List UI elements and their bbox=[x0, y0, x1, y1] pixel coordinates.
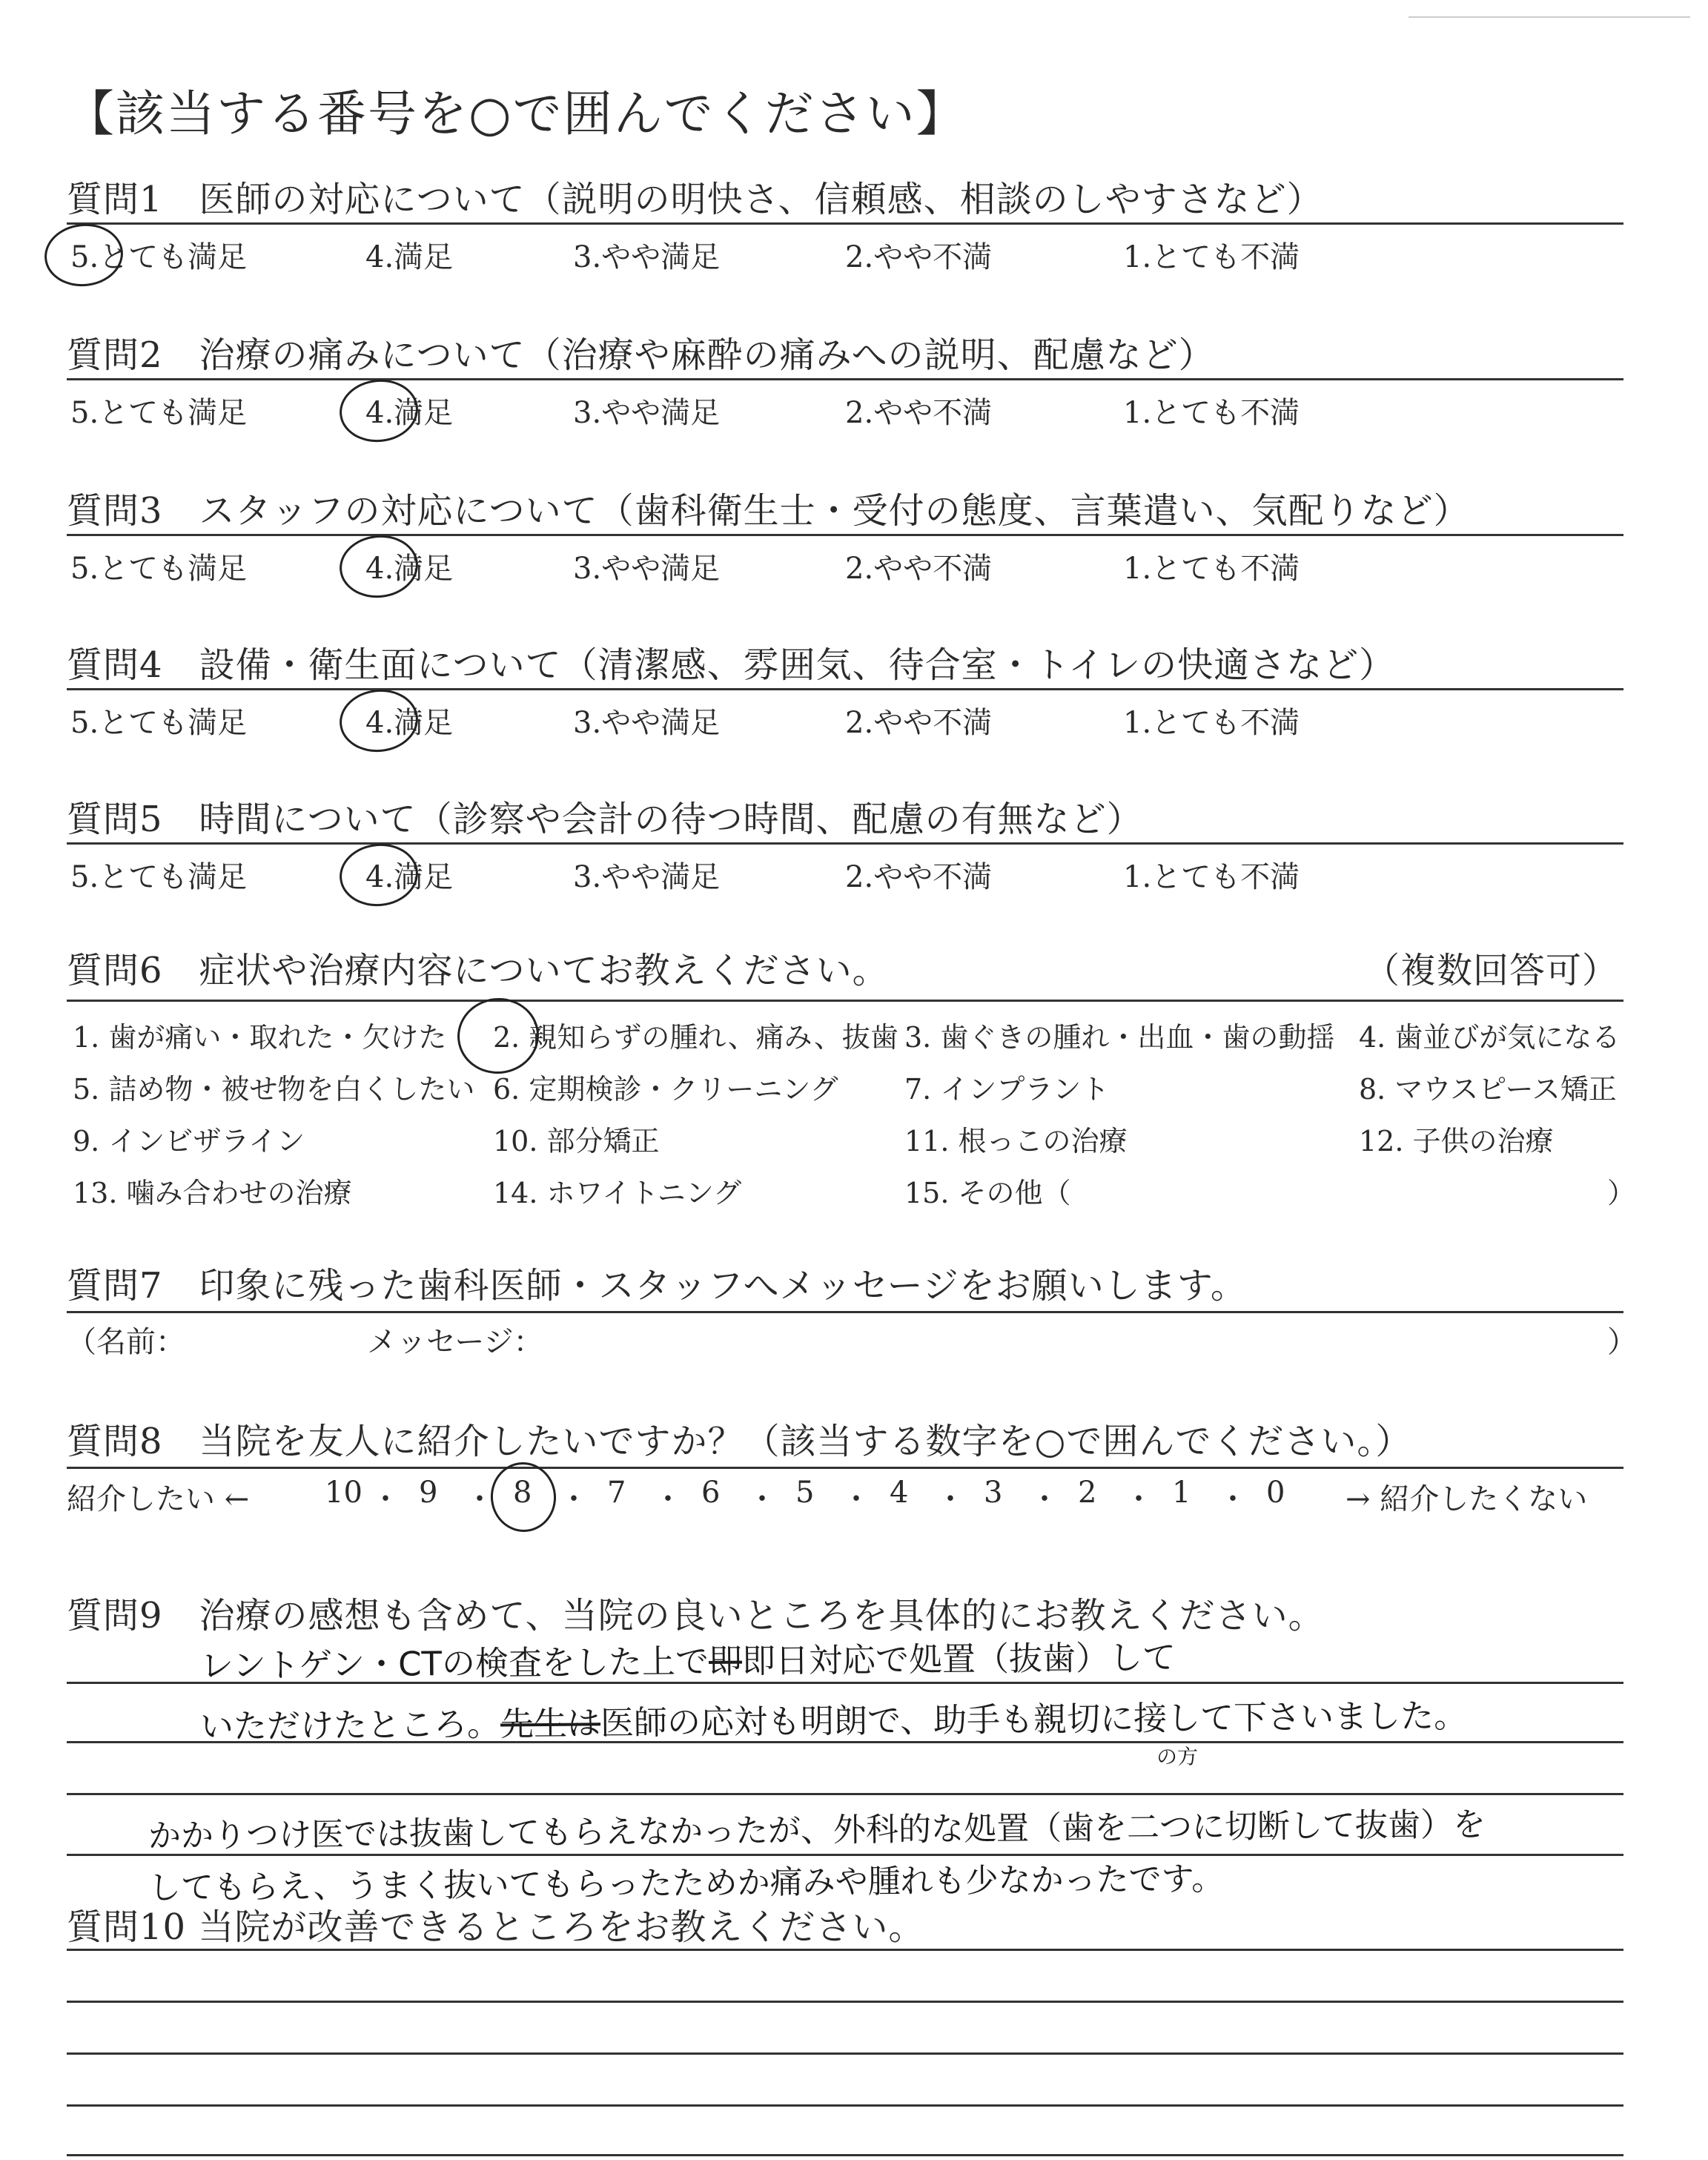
q1-option-4[interactable]: 4.満足 bbox=[365, 240, 454, 274]
q9-line1-text-a: レントゲン・CTの検査をした上で bbox=[199, 1642, 709, 1685]
q3-underline bbox=[67, 534, 1623, 536]
q5-title: 質問5 時間について（診察や会計の待つ時間、配慮の有無など） bbox=[67, 799, 1143, 840]
q7-message-label: メッセージ： bbox=[367, 1325, 543, 1359]
q9-line2-text-b: 医師の応対も明朗で、助手も親切に接して下さいました。 bbox=[600, 1696, 1468, 1743]
q10-line-4 bbox=[67, 2104, 1623, 2107]
q3-option-1[interactable]: 1.とても不満 bbox=[1123, 552, 1300, 586]
q1-option-3[interactable]: 3.やや満足 bbox=[573, 240, 721, 274]
q6-option-4[interactable]: 4. 歯並びが気になる bbox=[1359, 1021, 1621, 1054]
q8-scale-1[interactable]: 1 bbox=[1172, 1476, 1191, 1510]
q6-option-2[interactable]: 2. 親知らずの腫れ、痛み、抜歯 bbox=[493, 1021, 898, 1054]
q9-line1-text-b: 即日対応で処置（抜歯）して bbox=[741, 1637, 1176, 1681]
q9-answer-line-1 bbox=[200, 1631, 1176, 1687]
q6-option-11[interactable]: 11. 根っこの治療 bbox=[904, 1125, 1128, 1157]
q6-option-9[interactable]: 9. インビザライン bbox=[73, 1125, 305, 1157]
top-edge-line bbox=[1409, 16, 1690, 18]
q8-selected-circle bbox=[487, 1459, 559, 1536]
q8-scale-4[interactable]: 4 bbox=[890, 1476, 909, 1510]
q8-scale-separator: ・ bbox=[371, 1482, 400, 1516]
q7-close-paren: ） bbox=[1607, 1325, 1637, 1359]
q5-option-5[interactable]: 5.とても満足 bbox=[70, 860, 248, 894]
q9-answer-line-2 bbox=[200, 1688, 1468, 1748]
q6-option-14[interactable]: 14. ホワイトニング bbox=[493, 1177, 742, 1209]
q8-scale-2[interactable]: 2 bbox=[1078, 1476, 1097, 1510]
q8-scale-separator: ・ bbox=[559, 1482, 589, 1516]
q2-option-1[interactable]: 1.とても不満 bbox=[1123, 396, 1300, 430]
q5-underline bbox=[67, 842, 1623, 845]
q3-title: 質問3 スタッフの対応について（歯科衛生士・受付の態度、言葉遣い、気配りなど） bbox=[67, 490, 1470, 532]
q9-answer-line-3: かかりつけ医では抜歯してもらえなかったが、外科的な処置（歯を二つに切断して抜歯）を bbox=[148, 1806, 1486, 1855]
q6-multi-note: （複数回答可） bbox=[1364, 950, 1619, 991]
q8-scale-9[interactable]: 9 bbox=[419, 1476, 438, 1510]
q6-option-1[interactable]: 1. 歯が痛い・取れた・欠けた bbox=[73, 1021, 447, 1054]
q6-underline bbox=[67, 1000, 1623, 1002]
q4-selected-circle bbox=[337, 686, 421, 756]
q6-selected-circle bbox=[454, 994, 543, 1078]
q6-option-5[interactable]: 5. 詰め物・被せ物を白くしたい bbox=[73, 1073, 475, 1106]
q5-selected-circle bbox=[337, 840, 421, 911]
q5-option-1[interactable]: 1.とても不満 bbox=[1123, 860, 1300, 894]
q3-option-5[interactable]: 5.とても満足 bbox=[70, 552, 248, 586]
q1-option-1[interactable]: 1.とても不満 bbox=[1123, 240, 1300, 274]
q6-title: 質問6 症状や治療内容についてお教えください。 bbox=[67, 950, 889, 991]
q6-option-7[interactable]: 7. インプラント bbox=[904, 1073, 1110, 1106]
q8-scale-separator: ・ bbox=[1030, 1482, 1059, 1516]
q8-scale-7[interactable]: 7 bbox=[607, 1476, 626, 1510]
q10-line-2 bbox=[67, 2001, 1623, 2003]
q10-line-1 bbox=[67, 1949, 1623, 1951]
q8-underline bbox=[67, 1467, 1623, 1469]
q4-option-3[interactable]: 3.やや満足 bbox=[573, 706, 721, 740]
q8-right-label: → 紹介したくない bbox=[1345, 1482, 1588, 1516]
q3-option-4[interactable]: 4.満足 bbox=[365, 552, 454, 586]
q2-underline bbox=[67, 378, 1623, 380]
q5-option-2[interactable]: 2.やや不満 bbox=[845, 860, 993, 894]
q4-title: 質問4 設備・衛生面について（清潔感、雰囲気、待合室・トイレの快適さなど） bbox=[67, 644, 1396, 686]
q6-option-15[interactable]: 15. その他（ bbox=[904, 1177, 1071, 1209]
q8-scale-separator: ・ bbox=[653, 1482, 683, 1516]
q8-scale-separator: ・ bbox=[747, 1482, 777, 1516]
q7-title: 質問7 印象に残った歯科医師・スタッフへメッセージをお願いします。 bbox=[67, 1265, 1247, 1307]
q9-line2-text-a: いただけたところ。 bbox=[199, 1704, 501, 1746]
q7-underline bbox=[67, 1311, 1623, 1313]
q10-line-5 bbox=[67, 2154, 1623, 2156]
q3-option-3[interactable]: 3.やや満足 bbox=[573, 552, 721, 586]
q6-option-12[interactable]: 12. 子供の治療 bbox=[1359, 1125, 1554, 1157]
q2-title: 質問2 治療の痛みについて（治療や麻酔の痛みへの説明、配慮など） bbox=[67, 334, 1215, 376]
q8-scale-separator: ・ bbox=[1124, 1482, 1153, 1516]
q6-option-8[interactable]: 8. マウスピース矯正 bbox=[1359, 1073, 1617, 1106]
q8-title: 質問8 当院を友人に紹介したいですか？（該当する数字を○で囲んでください。） bbox=[67, 1421, 1412, 1462]
q2-option-4[interactable]: 4.満足 bbox=[365, 396, 454, 430]
q4-option-4[interactable]: 4.満足 bbox=[365, 706, 454, 740]
q9-line2-strikethrough: 先生は bbox=[500, 1703, 601, 1744]
q8-scale-5[interactable]: 5 bbox=[795, 1476, 815, 1510]
q8-scale-6[interactable]: 6 bbox=[701, 1476, 721, 1510]
q5-option-4[interactable]: 4.満足 bbox=[365, 860, 454, 894]
q4-option-1[interactable]: 1.とても不満 bbox=[1123, 706, 1300, 740]
q1-underline bbox=[67, 222, 1623, 225]
q1-option-5[interactable]: 5.とても満足 bbox=[70, 240, 248, 274]
q3-option-2[interactable]: 2.やや不満 bbox=[845, 552, 993, 586]
q8-scale-separator: ・ bbox=[465, 1482, 494, 1516]
q9-answer-line-4: してもらえ、うまく抜いてもらったためか痛みや腫れも少なかったです。 bbox=[148, 1860, 1225, 1907]
q9-title: 質問9 治療の感想も含めて、当院の良いところを具体的にお教えください。 bbox=[67, 1595, 1325, 1636]
q8-scale-0[interactable]: 0 bbox=[1266, 1476, 1285, 1510]
q10-title: 質問10 当院が改善できるところをお教えください。 bbox=[67, 1906, 925, 1948]
q8-scale-8[interactable]: 8 bbox=[513, 1476, 532, 1510]
q4-option-5[interactable]: 5.とても満足 bbox=[70, 706, 248, 740]
q6-option-3[interactable]: 3. 歯ぐきの腫れ・出血・歯の動揺 bbox=[904, 1021, 1335, 1054]
q8-left-label: 紹介したい ← bbox=[67, 1482, 250, 1516]
q9-line-3 bbox=[67, 1793, 1623, 1795]
q8-scale-separator: ・ bbox=[1218, 1482, 1248, 1516]
page-header: 【該当する番号を○で囲んでください】 bbox=[65, 85, 967, 142]
q1-title: 質問1 医師の対応について（説明の明快さ、信頼感、相談のしやすさなど） bbox=[67, 179, 1323, 220]
q1-option-2[interactable]: 2.やや不満 bbox=[845, 240, 993, 274]
q8-scale-3[interactable]: 3 bbox=[984, 1476, 1003, 1510]
q6-option-13[interactable]: 13. 噛み合わせの治療 bbox=[73, 1177, 352, 1209]
q4-underline bbox=[67, 688, 1623, 690]
q8-scale-separator: ・ bbox=[841, 1482, 871, 1516]
q10-line-3 bbox=[67, 2052, 1623, 2055]
q2-selected-circle bbox=[337, 376, 421, 446]
q5-option-3[interactable]: 3.やや満足 bbox=[573, 860, 721, 894]
q8-scale-separator: ・ bbox=[936, 1482, 965, 1516]
q3-selected-circle bbox=[337, 532, 421, 602]
q2-option-2[interactable]: 2.やや不満 bbox=[845, 396, 993, 430]
q4-option-2[interactable]: 2.やや不満 bbox=[845, 706, 993, 740]
q2-option-5[interactable]: 5.とても満足 bbox=[70, 396, 248, 430]
q6-option-6[interactable]: 6. 定期検診・クリーニング bbox=[493, 1073, 838, 1106]
q2-option-3[interactable]: 3.やや満足 bbox=[573, 396, 721, 430]
q1-selected-circle bbox=[42, 220, 126, 291]
q6-close-paren: ） bbox=[1607, 1177, 1636, 1209]
q7-name-label: （名前： bbox=[67, 1325, 185, 1359]
q9-line2-insert-note: の方 bbox=[1156, 1744, 1199, 1769]
q6-option-10[interactable]: 10. 部分矯正 bbox=[493, 1125, 660, 1157]
q9-line1-strikethrough: 即 bbox=[708, 1641, 743, 1682]
q8-scale-10[interactable]: 10 bbox=[325, 1476, 363, 1510]
